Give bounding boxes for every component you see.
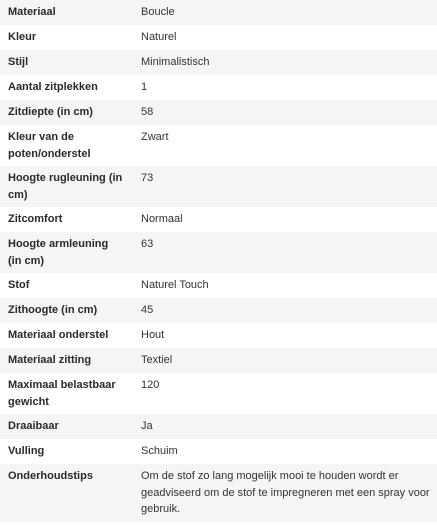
spec-row-stijl [0, 50, 437, 75]
spec-value: Hout [141, 329, 165, 341]
spec-value: Minimalistisch [141, 56, 210, 68]
spec-row-materiaal-zitting [0, 348, 437, 373]
spec-value: Om de stof zo lang mogelijk mooi te houden wordt er geadviseerd om de stof te impregneren met een spray voor gebruik. [141, 470, 430, 515]
spec-value: 58 [141, 106, 154, 118]
spec-value: 45 [141, 304, 154, 316]
spec-label: Kleur van de poten/onderstel [8, 131, 91, 160]
spec-value: 73 [141, 172, 154, 184]
spec-value: 120 [141, 379, 160, 391]
spec-row-stof [0, 273, 437, 298]
spec-row-zitcomfort [0, 207, 437, 232]
spec-label: Vulling [8, 445, 45, 457]
spec-label: Hoogte rugleuning (in cm) [8, 172, 123, 201]
spec-label: Hoogte armleuning (in cm) [8, 238, 109, 267]
spec-label: Materiaal onderstel [8, 329, 109, 341]
spec-row-maximaal-belastbaar-gewicht [0, 373, 437, 414]
spec-label: Kleur [8, 31, 37, 43]
spec-row-draaibaar [0, 414, 437, 439]
spec-row-materiaal-onderstel [0, 323, 437, 348]
spec-row-kleur-poten [0, 125, 437, 166]
spec-label: Draaibaar [8, 420, 59, 432]
spec-row-kleur [0, 25, 437, 50]
spec-row-hoogte-rugleuning [0, 166, 437, 207]
spec-label: Zitcomfort [8, 213, 63, 225]
spec-label: Stof [8, 279, 30, 291]
spec-row-materiaal [0, 0, 437, 25]
spec-row-zitdiepte [0, 100, 437, 125]
spec-label: Maximaal belastbaar gewicht [8, 379, 116, 408]
spec-row-hoogte-armleuning [0, 232, 437, 273]
spec-row-zithoogte [0, 298, 437, 323]
spec-value: Naturel Touch [141, 279, 209, 291]
spec-row-aantal-zitplekken [0, 75, 437, 100]
spec-value: Ja [141, 420, 153, 432]
spec-row-vulling [0, 439, 437, 464]
spec-value: Zwart [141, 131, 169, 143]
spec-value: Textiel [141, 354, 173, 366]
spec-label: Materiaal [8, 6, 56, 18]
spec-label: Aantal zitplekken [8, 81, 98, 93]
spec-value: 1 [141, 81, 148, 93]
spec-row-onderhoudstips [0, 464, 437, 522]
spec-label: Zithoogte (in cm) [8, 304, 98, 316]
spec-value: Naturel [141, 31, 177, 43]
spec-value: Boucle [141, 6, 175, 18]
spec-label: Zitdiepte (in cm) [8, 106, 93, 118]
spec-value: 63 [141, 238, 154, 250]
spec-label: Onderhoudstips [8, 470, 93, 482]
spec-label: Materiaal zitting [8, 354, 92, 366]
spec-value: Normaal [141, 213, 183, 225]
spec-value: Schuim [141, 445, 178, 457]
spec-label: Stijl [8, 56, 29, 68]
